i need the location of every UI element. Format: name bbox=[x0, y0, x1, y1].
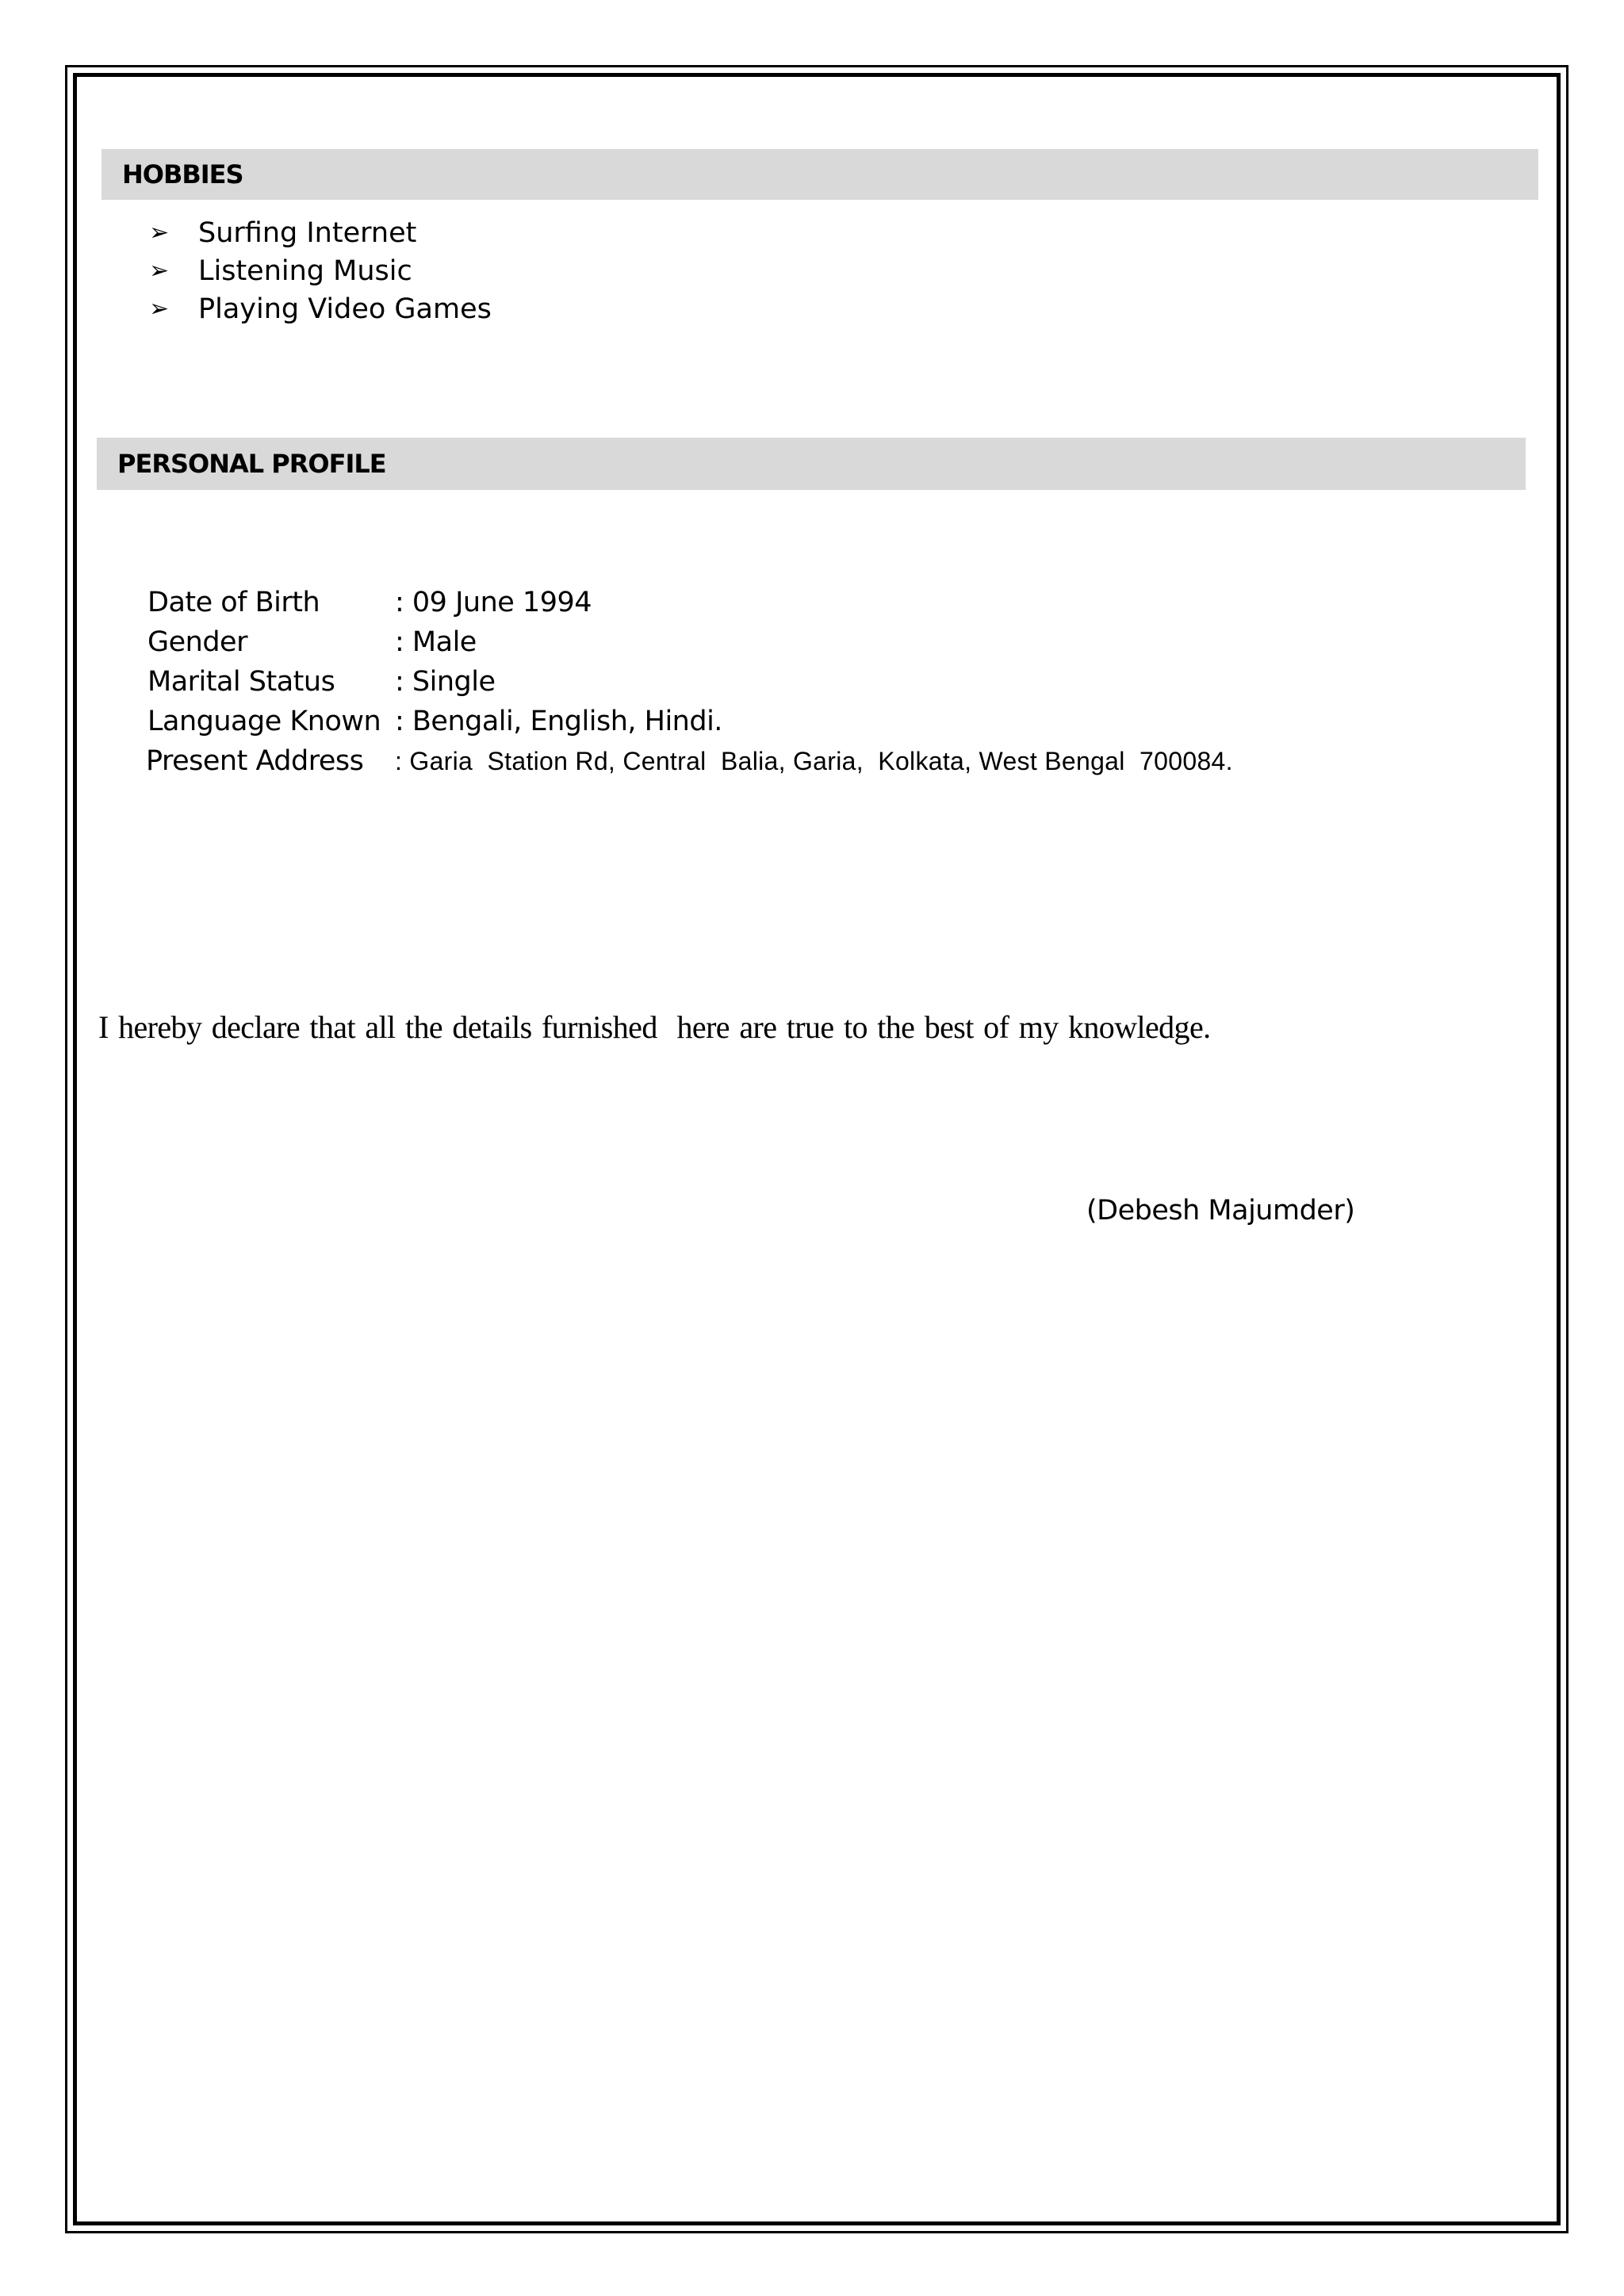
arrowhead-bullet-icon: ➢ bbox=[149, 219, 170, 247]
profile-row-gender bbox=[147, 622, 1233, 662]
profile-value: : 09 June 1994 bbox=[395, 587, 592, 618]
profile-row-present-address bbox=[147, 741, 1233, 781]
signature-name: (Debesh Majumder) bbox=[1086, 1195, 1355, 1226]
personal-profile-section-header: PERSONAL PROFILE bbox=[97, 438, 1526, 490]
profile-value: : Male bbox=[395, 626, 477, 658]
personal-profile-table bbox=[147, 583, 1233, 781]
profile-label: Present Address bbox=[146, 745, 364, 777]
hobby-item-listening-music bbox=[149, 252, 492, 290]
profile-row-date-of-birth bbox=[147, 583, 1233, 622]
arrowhead-bullet-icon: ➢ bbox=[149, 257, 170, 285]
declaration-text: I hereby declare that all the details furnished here are true to the best of my knowledge. bbox=[98, 1009, 1211, 1045]
profile-label: Marital Status bbox=[147, 666, 335, 698]
profile-value: : Single bbox=[395, 666, 496, 698]
hobby-label: Playing Video Games bbox=[198, 293, 492, 325]
hobbies-section-header: HOBBIES bbox=[102, 149, 1538, 200]
profile-row-marital-status bbox=[147, 662, 1233, 702]
hobby-label: Surfing Internet bbox=[198, 217, 417, 249]
hobby-label: Listening Music bbox=[198, 255, 412, 287]
profile-value: : Bengali, English, Hindi. bbox=[395, 706, 722, 737]
arrowhead-bullet-icon: ➢ bbox=[149, 295, 170, 323]
profile-label: Language Known bbox=[147, 706, 381, 737]
profile-label: Date of Birth bbox=[147, 587, 320, 618]
hobby-item-playing-video-games bbox=[149, 290, 492, 328]
profile-label: Gender bbox=[147, 626, 247, 658]
page-border-inner bbox=[73, 73, 1561, 2225]
hobby-item-surfing-internet bbox=[149, 214, 492, 252]
hobbies-list bbox=[149, 214, 492, 328]
profile-value: : Garia Station Rd, Central Balia, Garia, Kolkata, West Bengal 700084. bbox=[395, 747, 1233, 775]
profile-row-language-known bbox=[147, 702, 1233, 741]
